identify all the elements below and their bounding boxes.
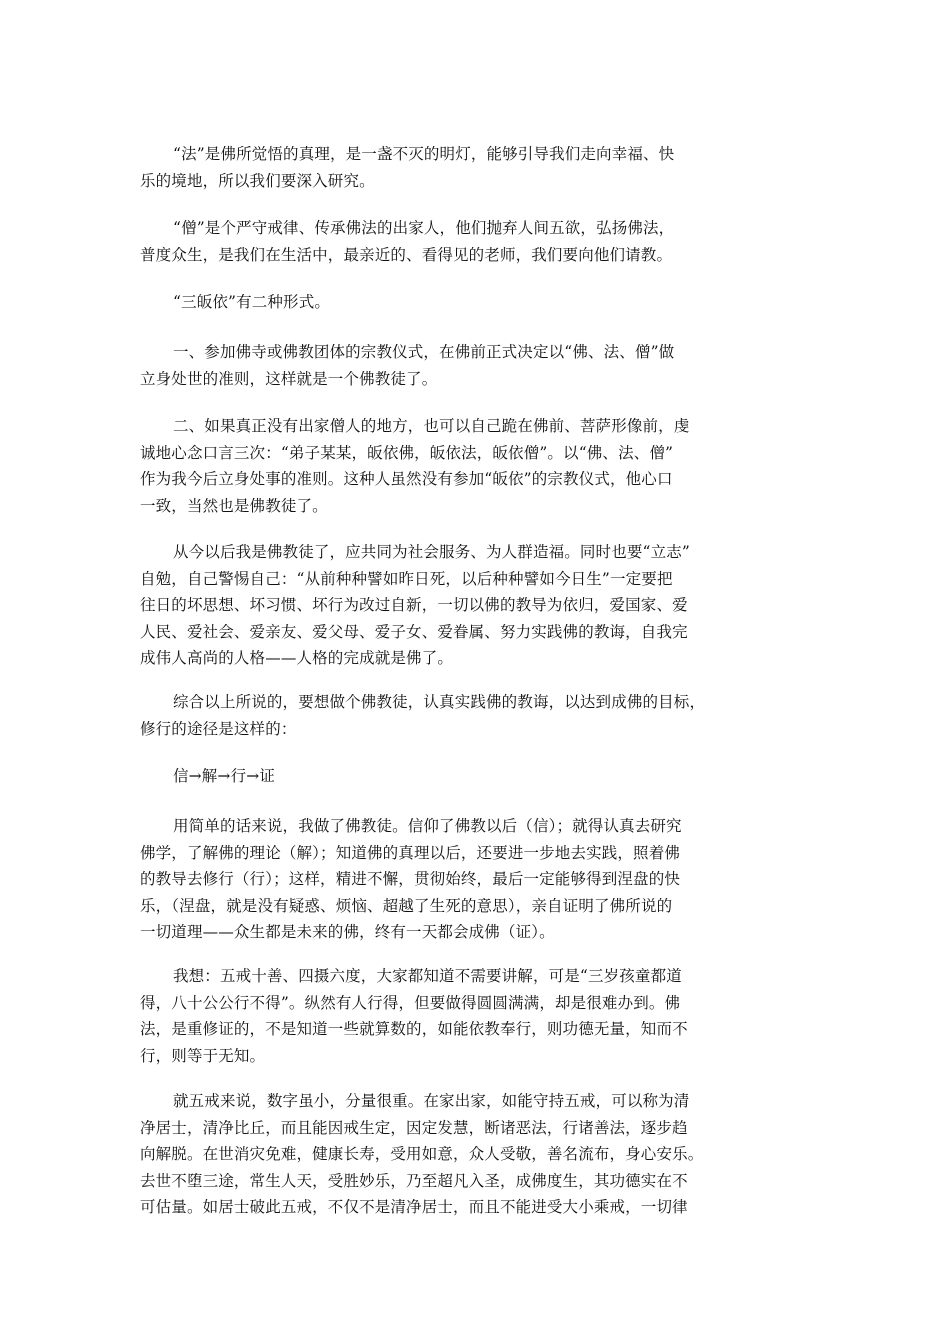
paragraph-i-think [140, 963, 740, 1069]
text-line: “三皈依”有二种形式。 [173, 293, 330, 311]
text-line: 往日的坏思想、坏习惯、坏行为改过自新，一切以佛的教导为依归，爱国家、爱 [140, 596, 688, 614]
text-line: 二、如果真正没有出家僧人的地方，也可以自己跪在佛前、菩萨形像前，虔 [173, 417, 690, 435]
text-line: 成伟人高尚的人格——人格的完成就是佛了。 [140, 649, 454, 667]
paragraph-sangha [140, 215, 740, 268]
text-line: 人民、爱社会、爱亲友、爱父母、爱子女、爱眷属、努力实践佛的教诲，自我完 [140, 622, 688, 641]
text-line: 乐，（涅盘，就是没有疑惑、烦恼、超越了生死的意思），亲自证明了佛所说的 [140, 896, 673, 915]
text-line: 法，是重修证的，不是知道一些就算数的，如能依教奉行，则功德无量，知而不 [140, 1020, 688, 1038]
text-line: 去世不堕三途，常生人天，受胜妙乐，乃至超凡入圣，成佛度生，其功德实在不 [140, 1171, 688, 1190]
text-line: 从今以后我是佛教徒了，应共同为社会服务、为人群造福。同时也要“立志” [173, 543, 690, 561]
text-line: 一致，当然也是佛教徒了。 [140, 496, 328, 515]
paragraph-three-refuges-forms [140, 289, 740, 316]
paragraph-form-one [140, 339, 740, 392]
text-line: 用简单的话来说，我做了佛教徒。信仰了佛教以后（信）；就得认真去研究 [173, 817, 682, 835]
text-line: 可估量。如居士破此五戒，不仅不是清净居士，而且不能进受大小乘戒，一切律 [140, 1198, 688, 1216]
text-line: 普度众生，是我们在生活中，最亲近的、看得见的老师，我们要向他们请教。 [140, 245, 673, 264]
text-line: 我想：五戒十善、四摄六度，大家都知道不需要讲解，可是“三岁孩童都道 [173, 967, 682, 985]
paragraph-form-two [140, 413, 740, 519]
text-line: 向解脱。在世消灾免难，健康长寿，受用如意，众人受敬，善名流布，身心安乐。 [140, 1145, 704, 1163]
paragraph-five-precepts [140, 1088, 740, 1221]
text-line: 自勉，自己警惕自己：“从前种种譬如昨日死，以后种种譬如今日生”一定要把 [140, 569, 673, 588]
text-line: 立身处世的准则，这样就是一个佛教徒了。 [140, 369, 438, 388]
text-line: 净居士，清净比丘，而且能因戒生定，因定发慧，断诸恶法，行诸善法，逐步趋 [140, 1118, 688, 1137]
text-line: 修行的途径是这样的： [140, 719, 297, 738]
text-line: 就五戒来说，数字虽小，分量很重。在家出家，如能守持五戒，可以称为清 [173, 1092, 690, 1110]
text-line: 的教导去修行（行）；这样，精进不懈，贯彻始终，最后一定能够得到涅盘的快 [140, 870, 681, 888]
paragraph-from-now-on [140, 539, 740, 672]
text-line: 一、参加佛寺或佛教团体的宗教仪式，在佛前正式决定以“佛、法、僧”做 [173, 343, 675, 361]
text-line: 综合以上所说的，要想做个佛教徒，认真实践佛的教诲，以达到成佛的目标， [173, 693, 706, 711]
text-line: 一切道理——众生都是未来的佛，终有一天都会成佛（证）。 [140, 923, 555, 941]
text-line: 作为我今后立身处事的准则。这种人虽然没有参加“皈依”的宗教仪式，他心口 [140, 470, 673, 488]
text-line: “法”是佛所觉悟的真理，是一盏不灭的明灯，能够引导我们走向幸福、快 [173, 145, 675, 163]
text-line: 行，则等于无知。 [140, 1046, 266, 1065]
text-line: 佛学，了解佛的理论（解）；知道佛的真理以后，还要进一步地去实践，照着佛 [140, 843, 681, 862]
text-line: 乐的境地，所以我们要深入研究。 [140, 171, 375, 190]
paragraph-summary [140, 689, 740, 742]
paragraph-simple-words [140, 813, 740, 946]
text-line: 信→解→行→证 [173, 767, 276, 785]
text-line: 诚地心念口言三次：“弟子某某，皈依佛，皈依法，皈依僧”。以“佛、法、僧” [140, 443, 674, 462]
paragraph-path [140, 763, 740, 790]
text-line: “僧”是个严守戒律、传承佛法的出家人，他们抛弃人间五欲，弘扬佛法， [173, 219, 675, 237]
text-line: 得，八十公公行不得”。纵然有人行得，但要做得圆圆满满，却是很难办到。佛 [140, 993, 681, 1012]
paragraph-dharma [140, 141, 740, 194]
